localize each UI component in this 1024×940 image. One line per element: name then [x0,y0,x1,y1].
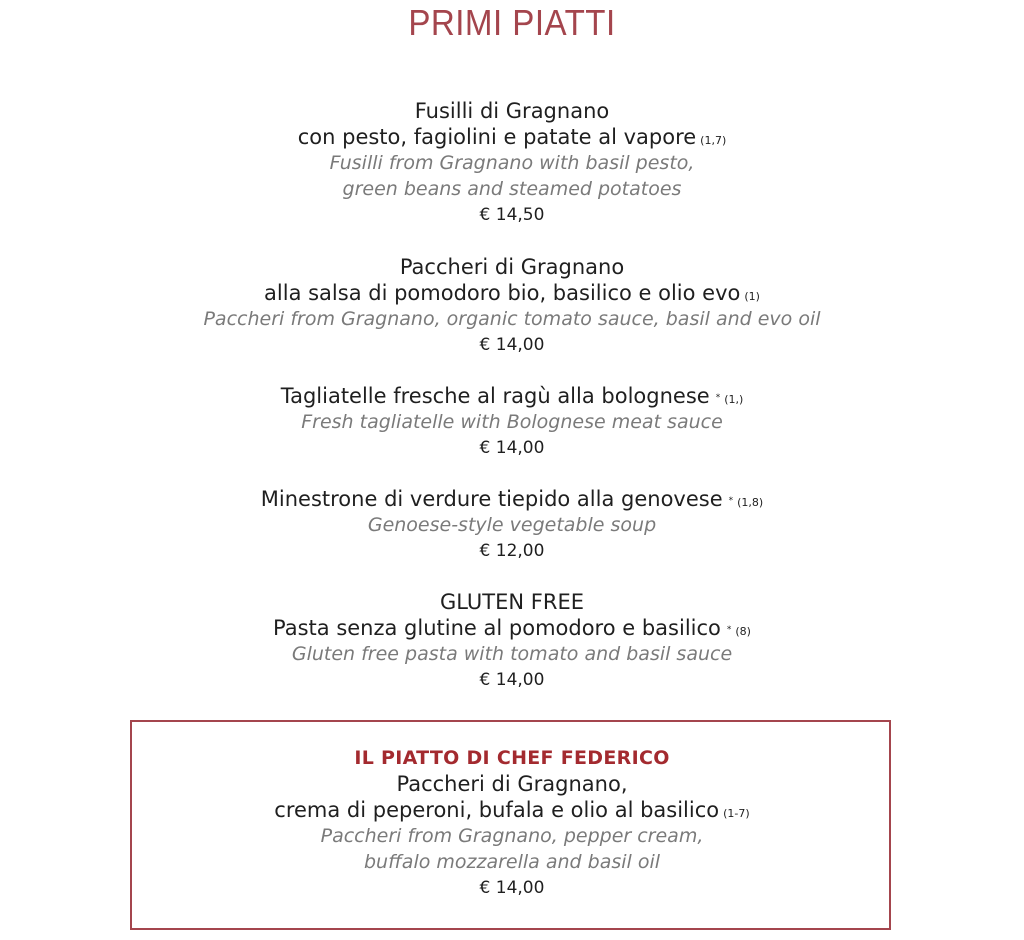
section-title: PRIMI PIATTI [408,2,616,43]
allergen-codes: (1,) [724,393,744,406]
dish-description-italian: crema di peperoni, bufala e olio al basilico (1-7) [274,798,750,822]
dish-name-italian: Paccheri di Gragnano [399,255,625,279]
allergen-codes: (1,8) [737,496,764,509]
dish-description-english: Genoese-style vegetable soup [367,514,657,536]
star-marker: * [726,625,732,635]
chef-special-title: IL PIATTO DI CHEF FEDERICO [354,747,670,769]
gluten-free-heading: GLUTEN FREE [440,590,584,614]
allergen-codes: (1,7) [700,134,727,147]
menu-item-tagliatelle [0,383,1024,461]
star-marker: * [728,496,734,506]
dish-price: € 14,00 [479,438,545,458]
dish-price: € 12,00 [479,541,545,561]
dish-description-italian: con pesto, fagiolini e patate al vapore (1,7) [297,125,727,149]
dish-name-italian: Minestrone di verdure tiepido alla genovese * (1,8) [260,487,764,511]
menu-item-paccheri [0,254,1024,358]
star-marker: * [715,393,721,403]
menu-item-fusilli [0,98,1024,228]
chef-special-item [0,745,1024,901]
dish-price: € 14,00 [479,335,545,355]
dish-name-italian: Pasta senza glutine al pomodoro e basilico * (8) [273,616,751,640]
menu-item-gluten-free [0,589,1024,693]
dish-price: € 14,00 [479,670,545,690]
dish-price: € 14,00 [479,878,545,898]
dish-price: € 14,50 [479,205,545,225]
dish-description-english: Fusilli from Gragnano with basil pesto, [329,152,695,174]
menu-item-minestrone [0,486,1024,564]
dish-description-english: green beans and steamed potatoes [342,178,682,200]
dish-name-italian: Tagliatelle fresche al ragù alla bolognese * (1,) [280,384,744,408]
dish-description-english: Fresh tagliatelle with Bolognese meat sauce [301,411,723,433]
dish-name-italian: Paccheri di Gragnano, [396,772,628,796]
dish-description-english: Paccheri from Gragnano, pepper cream, [320,825,704,847]
dish-name-italian: Fusilli di Gragnano [414,99,610,123]
dish-description-english: Gluten free pasta with tomato and basil sauce [291,643,733,665]
allergen-codes: (1) [744,290,760,303]
dish-description-english: Paccheri from Gragnano, organic tomato sauce, basil and evo oil [203,308,821,330]
allergen-codes: (8) [735,625,751,638]
dish-description-italian: alla salsa di pomodoro bio, basilico e olio evo (1) [264,281,760,305]
allergen-codes: (1-7) [723,807,750,820]
dish-description-english: buffalo mozzarella and basil oil [363,851,661,873]
